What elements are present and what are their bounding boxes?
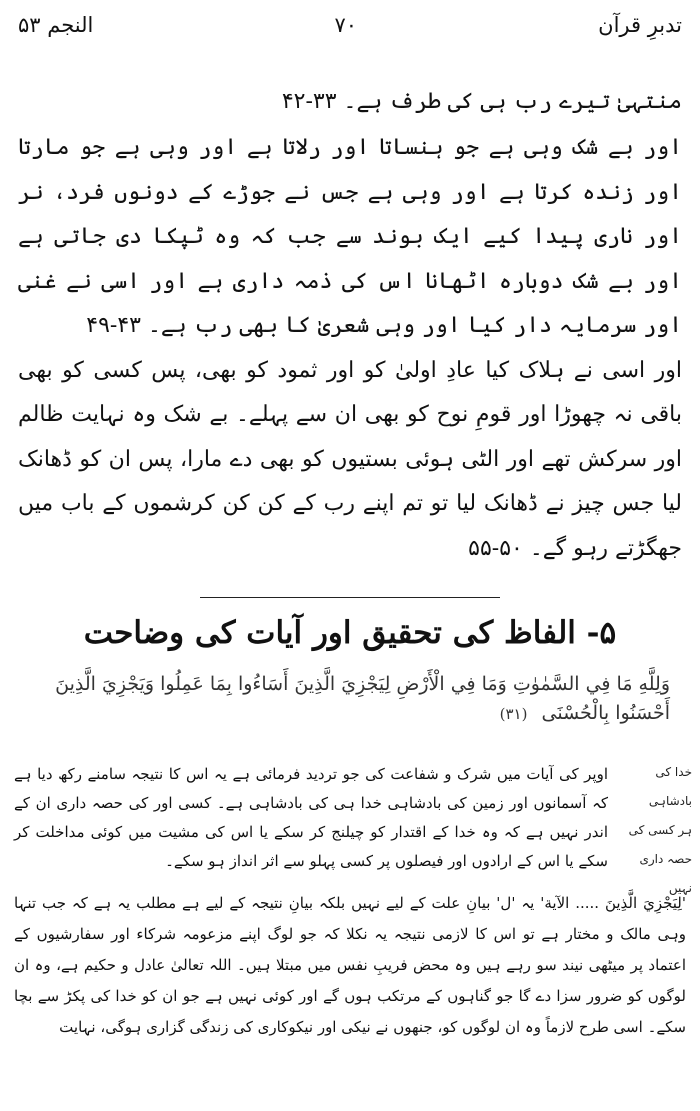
margin-note: [626, 758, 692, 903]
book-title: تدبرِ قرآن: [598, 13, 682, 37]
translation-text: [18, 82, 682, 571]
translation-paragraph: اور اسی نے ہلاک کیا عادِ اولیٰ کو اور ثمود کو بھی، پس کسی کو بھی باقی نہ چھوڑا اور قومِ نوح کو بھی ان سے پہلے۔ بے شک وہ نہایت ظالم اور سرکش تھے اور الٹی ہوئی بستیوں کو بھی دے مارا، پس ان کو ڈھانک لیا جس چیز نے ڈھانک لیا تو تم اپنے رب کے کن کن کرشموں کے باب میں جھگڑتے رہو گے۔ ۵۰-۵۵: [18, 357, 682, 561]
commentary-block-2: [14, 888, 686, 1043]
surah-reference: النجم ۵۳: [18, 13, 94, 37]
commentary-paragraph: اوپر کی آیات میں شرک و شفاعت کی جو تردید فرمائی ہے یہ اس کا نتیجہ سامنے رکھ دیا ہے کہ آسمانوں اور زمین کی بادشاہی خدا ہی کی بادشاہی ہے۔ کسی اور کی حصہ داری ان کے اندر نہیں ہے کہ وہ خدا کے اقتدار کو چیلنج کر سکے یا اس کی مشیت میں کوئی مداخلت کر سکے یا اس کے ارادوں اور فیصلوں پر کسی پہلو سے اثر انداز ہو سکے۔: [14, 765, 608, 870]
verse-reference: (۳۱): [499, 705, 528, 723]
page-number: ۷۰: [334, 13, 358, 37]
margin-note-line: خدا کی بادشاہی: [648, 765, 692, 808]
page-header: [18, 8, 682, 42]
section-heading: ۵- الفاظ کی تحقیق اور آیات کی وضاحت: [83, 615, 617, 651]
margin-note-line: نہیں: [668, 881, 692, 895]
commentary-paragraph: 'لِيَجْزِيَ الَّذِينَ ..... الآية' یہ 'ل' بیانِ علت کے لیے نہیں بلکہ بیانِ نتیجہ کے لیے ہے مطلب یہ ہے کہ جب تنہا وہی مالک و مختار ہے تو اس کا لازمی نتیجہ یہ نکلا کہ جو لوگ اپنے مزعومہ شرکاء اور سفارشیوں کے اعتماد پر میٹھی نیند سو رہے ہیں وہ محض فریبِ نفس میں مبتلا ہیں۔ اللہ تعالیٰ عادل و حکیم ہے، وہ ان لوگوں کو ضرور سزا دے گا جو گناہوں کے مرتکب ہوں گے اور کوئی نہیں ہے جو ان کو خدا کی پکڑ سے بچا سکے۔ اسی طرح لازماً وہ ان لوگوں کو، جنھوں نے نیکی اور نیکوکاری کی زندگی گزاری ہوگی، نہایت: [14, 894, 686, 1036]
translation-paragraph: منتہیٰ تیرے رب ہی کی طرف ہے۔ ۳۳-۴۲: [281, 89, 682, 114]
verse-text: وَلِلَّهِ مَا فِي السَّمٰوٰتِ وَمَا فِي الْأَرْضِ لِيَجْزِيَ الَّذِينَ أَسَاءُوا بِمَا عَمِلُوا وَيَجْزِيَ الَّذِينَ أَحْسَنُوا بِالْحُسْنَى: [55, 673, 670, 724]
commentary-block-1: [14, 760, 608, 876]
quran-verse: [40, 670, 670, 729]
translation-paragraph: اور بے شک وہی ہے جو ہنساتا اور رلاتا ہے اور وہی ہے جو مارتا اور زندہ کرتا ہے اور وہی ہے جس نے جوڑے کے دونوں فرد، نر اور ناری پیدا کیے ایک بوند سے جب کہ وہ ٹپکا دی جاتی ہے اور بے شک دوبارہ اٹھانا اس کی ذمہ داری ہے اور اسی نے غنی اور سرمایہ دار کیا اور وہی شعریٰ کا بھی رب ہے۔ ۴۳-۴۹: [18, 135, 682, 338]
margin-note-line: ہر کسی کی: [628, 823, 692, 837]
margin-note-line: حصہ داری: [639, 852, 692, 866]
section-divider: [200, 597, 500, 598]
